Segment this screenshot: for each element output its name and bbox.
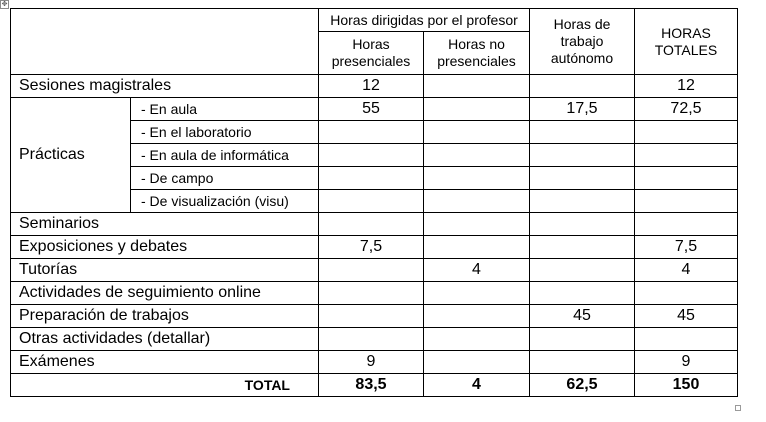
cell-empty	[530, 351, 635, 374]
cell-empty	[635, 328, 738, 351]
cell-empty	[319, 190, 424, 213]
table-row	[11, 351, 738, 374]
cell-empty	[635, 282, 738, 305]
cell-empty	[424, 328, 530, 351]
row-label-online: Actividades de seguimiento online	[11, 282, 319, 305]
cell-empty	[319, 144, 424, 167]
row-label-otras: Otras actividades (detallar)	[11, 328, 319, 351]
table-move-handle-icon[interactable]: ✥	[1, 1, 8, 8]
cell-exposiciones-presenciales: 7,5	[319, 236, 424, 259]
header-totales: HORAS TOTALES	[635, 9, 738, 75]
cell-sesiones-totales: 12	[635, 75, 738, 98]
row-label-visualizacion: - De visualización (visu)	[131, 190, 319, 213]
cell-empty	[424, 305, 530, 328]
cell-empty	[530, 121, 635, 144]
cell-empty	[635, 121, 738, 144]
cell-en-aula-autonomo: 17,5	[530, 98, 635, 121]
cell-empty	[424, 144, 530, 167]
table-resize-handle-icon[interactable]	[735, 405, 741, 411]
cell-trabajos-autonomo: 45	[530, 305, 635, 328]
table-row	[11, 282, 738, 305]
cell-sesiones-presenciales: 12	[319, 75, 424, 98]
cell-exposiciones-totales: 7,5	[635, 236, 738, 259]
header-autonomo: Horas de trabajo autónomo	[530, 9, 635, 75]
table-row	[11, 98, 738, 121]
header-row-top	[11, 9, 738, 32]
table-row	[11, 328, 738, 351]
cell-examenes-presenciales: 9	[319, 351, 424, 374]
cell-empty	[424, 213, 530, 236]
cell-empty	[635, 190, 738, 213]
header-presenciales: Horas presenciales	[319, 32, 424, 75]
cell-empty	[530, 213, 635, 236]
cell-en-aula-presenciales: 55	[319, 98, 424, 121]
cell-empty	[635, 213, 738, 236]
cell-empty	[635, 144, 738, 167]
total-row	[11, 374, 738, 397]
table-row	[11, 305, 738, 328]
row-label-practicas: Prácticas	[11, 98, 131, 213]
table-row	[11, 75, 738, 98]
cell-en-aula-no-presenciales	[424, 98, 530, 121]
cell-sesiones-autonomo	[530, 75, 635, 98]
cell-empty	[319, 121, 424, 144]
cell-empty	[530, 328, 635, 351]
cell-empty	[424, 351, 530, 374]
hours-table	[10, 8, 738, 397]
row-label-laboratorio: - En el laboratorio	[131, 121, 319, 144]
row-label-exposiciones: Exposiciones y debates	[11, 236, 319, 259]
cell-empty	[424, 190, 530, 213]
total-totales: 150	[635, 374, 738, 397]
cell-empty	[530, 259, 635, 282]
total-presenciales: 83,5	[319, 374, 424, 397]
cell-empty	[635, 167, 738, 190]
cell-examenes-totales: 9	[635, 351, 738, 374]
cell-empty	[530, 167, 635, 190]
cell-empty	[424, 167, 530, 190]
total-autonomo: 62,5	[530, 374, 635, 397]
row-label-examenes: Exámenes	[11, 351, 319, 374]
cell-tutorias-totales: 4	[635, 259, 738, 282]
cell-trabajos-totales: 45	[635, 305, 738, 328]
row-label-trabajos: Preparación de trabajos	[11, 305, 319, 328]
row-label-en-aula: - En aula	[131, 98, 319, 121]
total-no-presenciales: 4	[424, 374, 530, 397]
row-label-campo: - De campo	[131, 167, 319, 190]
cell-empty	[530, 236, 635, 259]
cell-empty	[424, 282, 530, 305]
total-label: TOTAL	[11, 374, 319, 397]
cell-empty	[424, 121, 530, 144]
cell-empty	[319, 213, 424, 236]
cell-empty	[319, 328, 424, 351]
row-label-tutorias: Tutorías	[11, 259, 319, 282]
cell-empty	[530, 282, 635, 305]
table-row	[11, 213, 738, 236]
cell-sesiones-no-presenciales	[424, 75, 530, 98]
cell-empty	[530, 190, 635, 213]
row-label-informatica: - En aula de informática	[131, 144, 319, 167]
row-label-sesiones: Sesiones magistrales	[11, 75, 319, 98]
cell-empty	[319, 167, 424, 190]
cell-empty	[424, 236, 530, 259]
cell-empty	[319, 259, 424, 282]
cell-empty	[319, 282, 424, 305]
cell-tutorias-no-presenciales: 4	[424, 259, 530, 282]
cell-en-aula-totales: 72,5	[635, 98, 738, 121]
table-row	[11, 259, 738, 282]
header-group-dirigidas: Horas dirigidas por el profesor	[319, 9, 530, 32]
header-no-presenciales: Horas no presenciales	[424, 32, 530, 75]
row-label-seminarios: Seminarios	[11, 213, 319, 236]
header-blank-cell	[11, 9, 319, 75]
cell-empty	[319, 305, 424, 328]
table-row	[11, 236, 738, 259]
cell-empty	[530, 144, 635, 167]
